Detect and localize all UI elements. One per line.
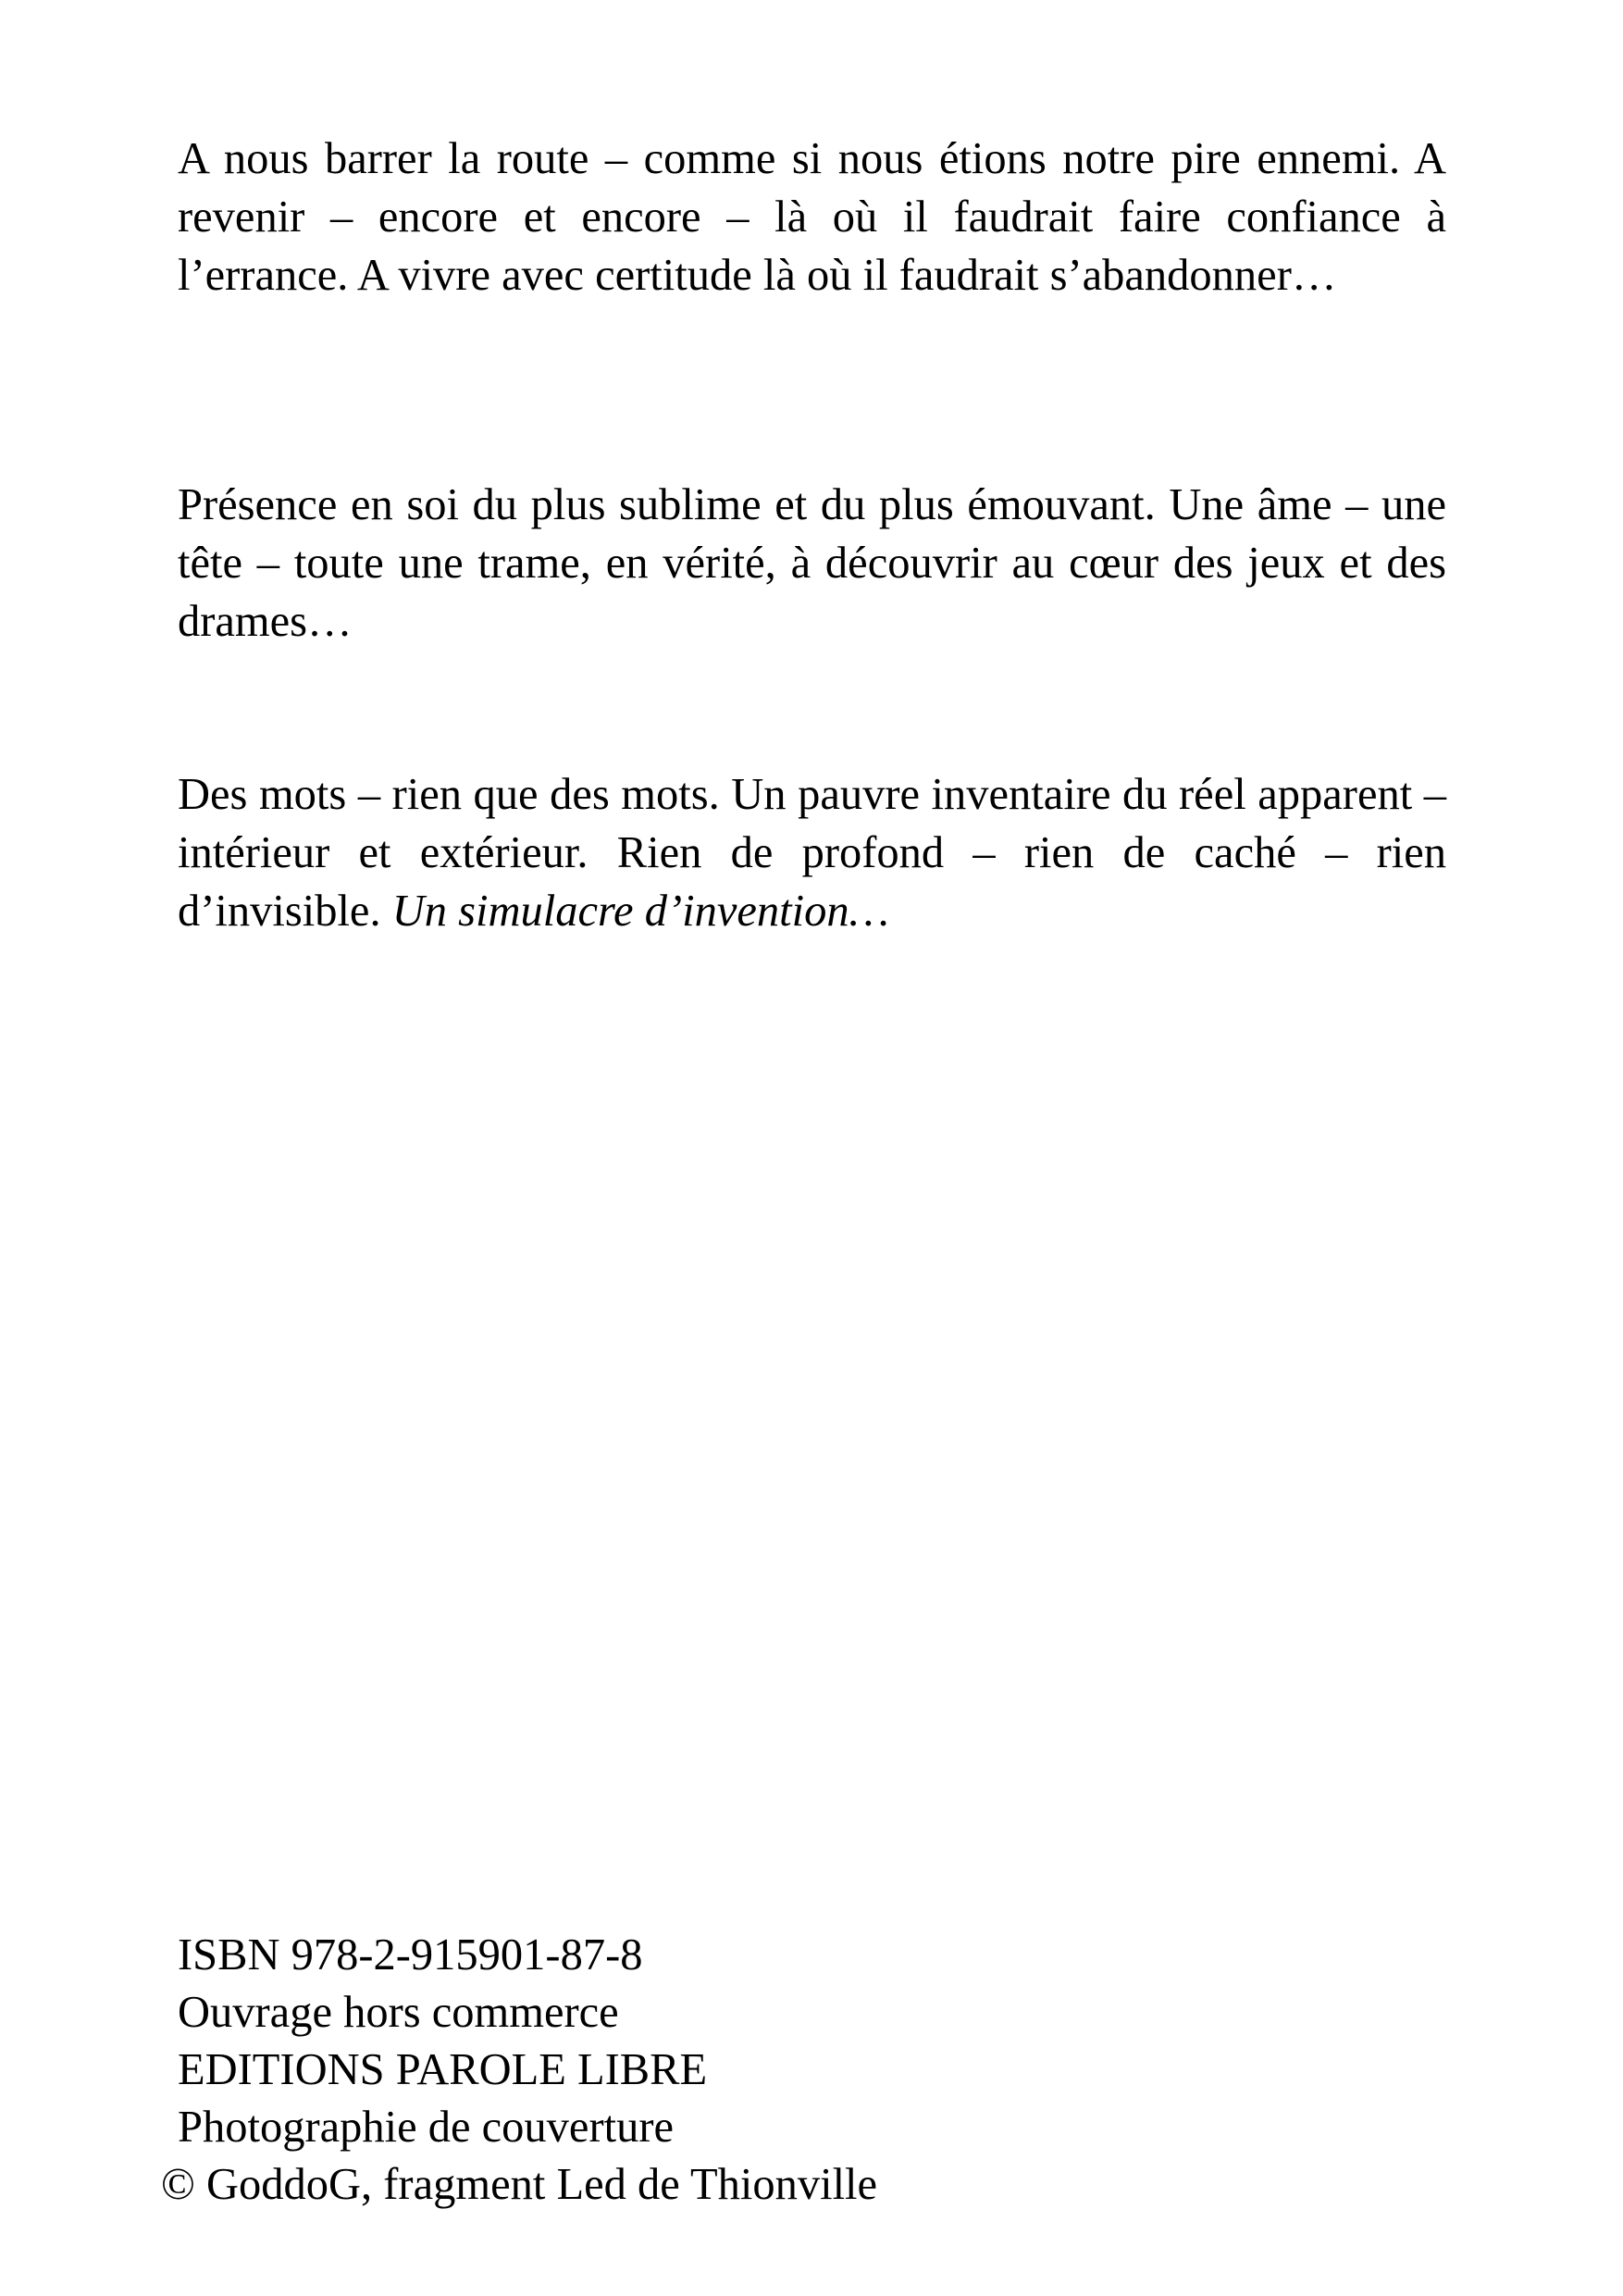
publisher-line: EDITIONS PAROLE LIBRE	[178, 2045, 708, 2094]
photo-credit-label: Photographie de couverture	[178, 2103, 675, 2152]
copyright-line: © GoddoG, fragment Led de Thionville	[161, 2160, 878, 2209]
colophon	[161, 1927, 878, 2214]
paragraph-3-italic-text: Un simulacre d’invention…	[391, 887, 889, 936]
paragraph-1: A nous barrer la route – comme si nous étions notre pire ennemi. A revenir – encore et encore – là où il faudrait faire confiance à l’errance. A vivre avec certitude là où il faudrait s’abandonner…	[178, 134, 1446, 300]
paragraph-3-text: Des mots – rien que des mots. Un pauvre inventaire du réel apparent – intérieur et extérieur. Rien de profond – rien de caché – rien d’invisible.	[178, 770, 1446, 936]
distribution-line: Ouvrage hors commerce	[178, 1988, 619, 2037]
isbn-line: ISBN 978-2-915901-87-8	[178, 1930, 643, 1980]
paragraph-2: Présence en soi du plus sublime et du plus émouvant. Une âme – une tête – toute une trame, en vérité, à découvrir au cœur des jeux et des drames…	[178, 480, 1446, 646]
paragraph-3	[178, 765, 1446, 940]
